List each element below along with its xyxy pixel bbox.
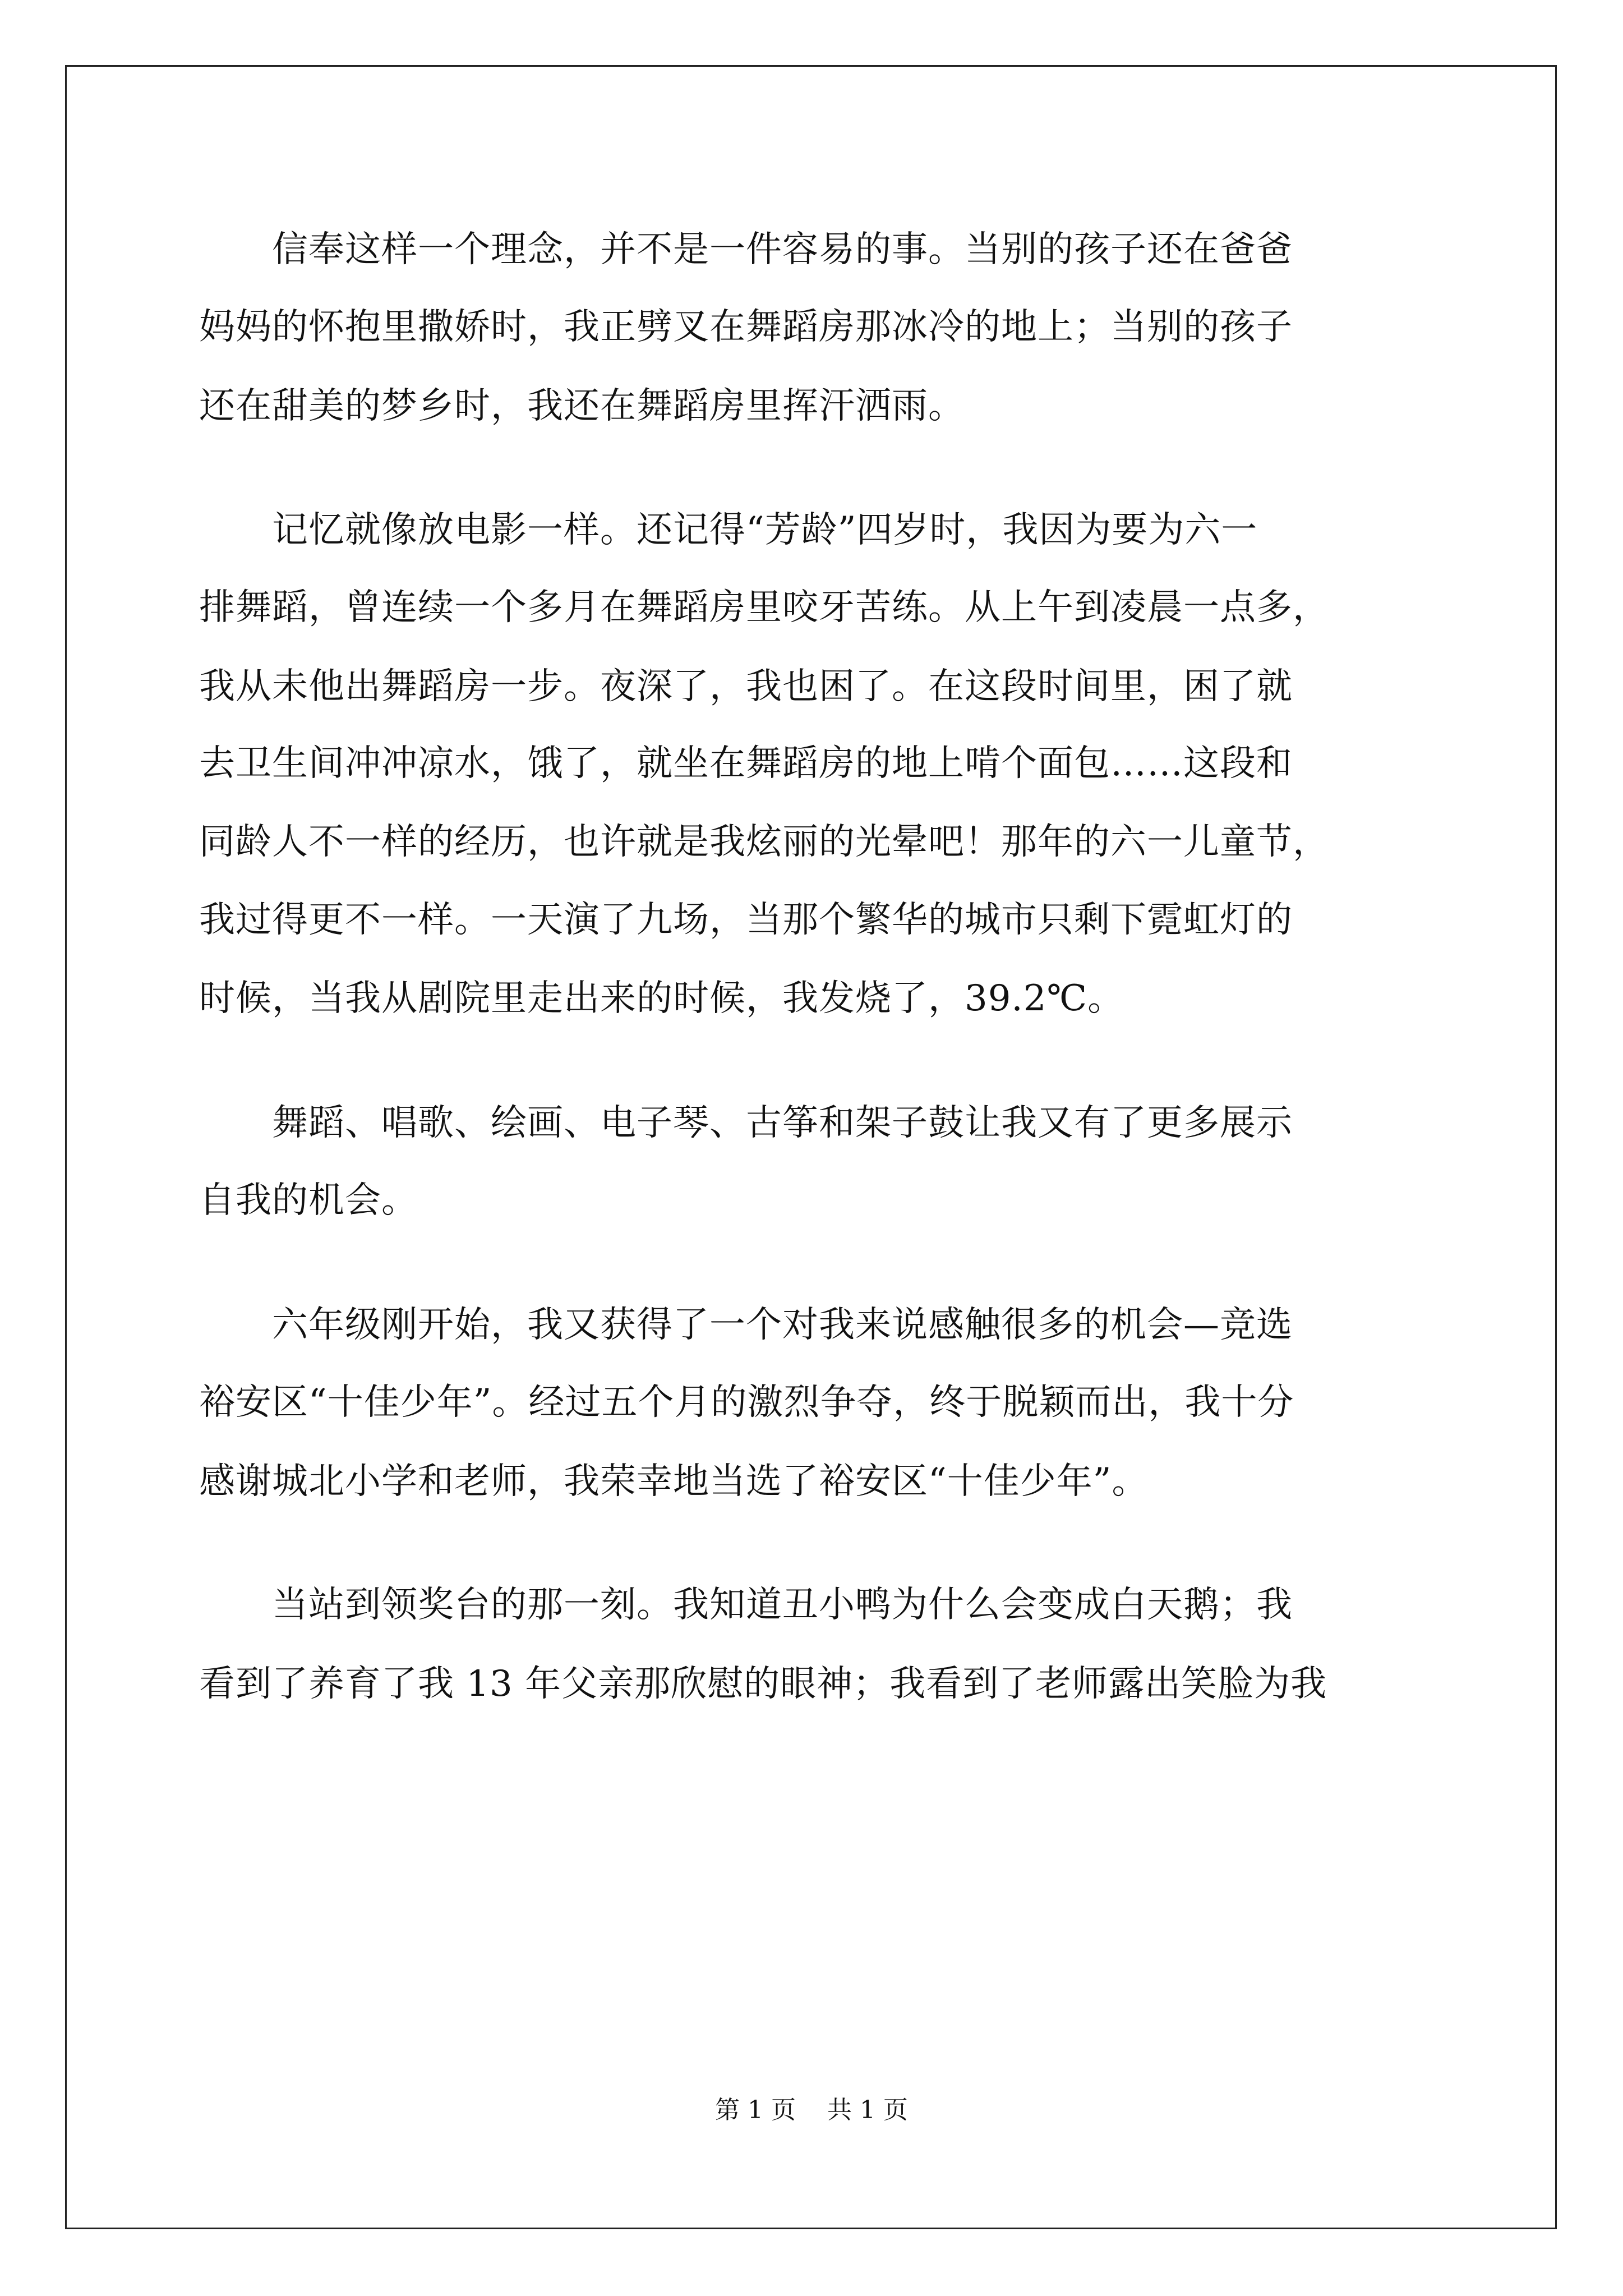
text-line: 六年级刚开始，我又获得了一个对我来说感触很多的机会—竞选: [199, 1304, 1293, 1346]
text-line: 排舞蹈，曾连续一个多月在舞蹈房里咬牙苦练。从上午到凌晨一点多，: [199, 587, 1329, 628]
text-line: 妈妈的怀抱里撒娇时，我正劈叉在舞蹈房那冰冷的地上；当别的孩子: [199, 306, 1293, 348]
text-line: 记忆就像放电影一样。还记得“芳龄”四岁时，我因为要为六一: [199, 509, 1258, 551]
text-line: 同龄人不一样的经历，也许就是我炫丽的光晕吧！那年的六一儿童节，: [199, 821, 1329, 863]
text-line: 感谢城北小学和老师，我荣幸地当选了裕安区“十佳少年”。: [199, 1461, 1149, 1502]
text-line: 看到了养育了我 13 年父亲那欣慰的眼神；我看到了老师露出笑脸为我: [199, 1663, 1327, 1705]
text-line: 自我的机会。: [199, 1180, 418, 1221]
text-line: 我过得更不一样。一天演了九场，当那个繁华的城市只剩下霓虹灯的: [199, 899, 1293, 941]
text-line: 去卫生间冲冲凉水，饿了，就坐在舞蹈房的地上啃个面包……这段和: [199, 743, 1293, 784]
text-line: 还在甜美的梦乡时，我还在舞蹈房里挥汗洒雨。: [199, 385, 965, 427]
text-line: 裕安区“十佳少年”。经过五个月的激烈争夺，终于脱颖而出，我十分: [199, 1382, 1294, 1423]
text-line: 我从未他出舞蹈房一步。夜深了，我也困了。在这段时间里，困了就: [199, 666, 1293, 707]
page-footer: 第 1 页 共 1 页: [715, 2096, 908, 2124]
text-line: 当站到领奖台的那一刻。我知道丑小鸭为什么会变成白天鹅；我: [199, 1584, 1293, 1626]
text-line: 时候，当我从剧院里走出来的时候，我发烧了，39.2℃。: [199, 978, 1124, 1019]
text-line: 信奉这样一个理念，并不是一件容易的事。当别的孩子还在爸爸: [199, 229, 1293, 270]
text-line: 舞蹈、唱歌、绘画、电子琴、古筝和架子鼓让我又有了更多展示: [199, 1102, 1293, 1144]
